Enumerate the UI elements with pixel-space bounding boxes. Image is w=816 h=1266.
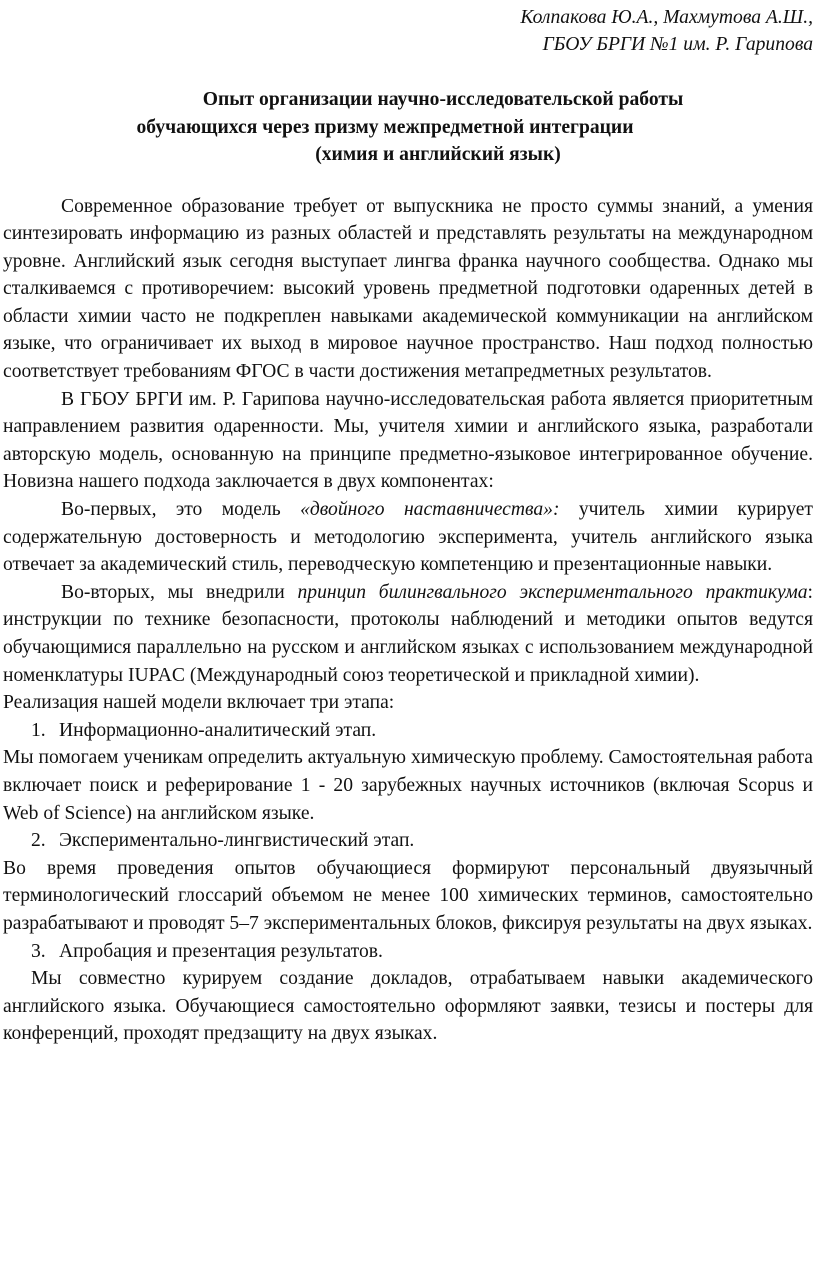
second-component-end: : инструкции по технике безопасности, протоколы наблюдений и методики опытов ведутся обучающимися параллельно на русском и английском языках с использованием международной номенклатуры IUPAC (Международный союз теоретической и прикладной химии). xyxy=(3,581,813,686)
stage-3-number: 3. xyxy=(31,940,46,962)
authors-block xyxy=(3,4,813,58)
document-title xyxy=(3,86,813,169)
first-component-end: учитель химии курирует содержательную достоверность и методологию эксперимента, учитель английского языка отвечает за академический стиль, переводческую компетенцию и презентационные навыки. xyxy=(3,499,813,576)
stage-1-heading xyxy=(3,717,813,745)
stage-3-title: Апробация и презентация результатов. xyxy=(59,940,383,962)
first-component-term: «двойного наставничества»: xyxy=(300,499,560,521)
first-component-start: Во-первых, это модель xyxy=(61,499,301,521)
paragraph-stages-intro: Реализация нашей модели включает три этапа: xyxy=(3,692,395,714)
authors-school: ГБОУ БРГИ №1 им. Р. Гарипова xyxy=(542,34,813,55)
paragraph-intro: Современное образование требует от выпускника не просто суммы знаний, а умения синтезировать информацию из разных областей и представлять результаты на международном уровне. Английский язык сегодня выступает лингва франка научного сообщества. Однако мы сталкиваемся с противоречием: высокий уровень предметной подготовки одаренных детей в области химии часто не подкреплен навыками академической коммуникации на английском языке, что ограничивает их выход в мировое научное пространство. Наш подход полностью соответствует требованиям ФГОС в части достижения метапредметных результатов. xyxy=(3,195,813,383)
stage-3-heading xyxy=(3,938,813,966)
stage-1-title: Информационно-аналитический этап. xyxy=(59,719,377,741)
document-body xyxy=(3,193,813,1048)
stage-2-number: 2. xyxy=(31,830,46,852)
paragraph-second-component xyxy=(3,579,813,689)
stage-2-text: Во время проведения опытов обучающиеся формируют персональный двуязычный терминологический глоссарий объемом не менее 100 химических терминов, самостоятельно разрабатывают и проводят 5–7 экспериментальных блоков, фиксируя результаты на двух языках. xyxy=(3,857,813,934)
title-line-2: обучающихся через призму межпредметной интеграции xyxy=(136,116,634,138)
stage-1-text: Мы помогаем ученикам определить актуальную химическую проблему. Самостоятельная работа включает поиск и реферирование 1 - 20 зарубежных научных источников (включая Scopus и Web of Science) на английском языке. xyxy=(3,747,813,824)
stage-2-heading xyxy=(3,827,813,855)
title-line-3: (химия и английский язык) xyxy=(315,144,561,165)
stage-1-number: 1. xyxy=(31,719,46,741)
second-component-term: принцип билингвального экспериментального практикума xyxy=(297,581,808,603)
paragraph-model: В ГБОУ БРГИ им. Р. Гарипова научно-исследовательская работа является приоритетным направлением развития одаренности. Мы, учителя химии и английского языка, разработали авторскую модель, основанную на принципе предметно-языковое интегрированное обучение. Новизна нашего подхода заключается в двух компонентах: xyxy=(3,388,813,493)
stage-3-text: Мы совместно курируем создание докладов, отрабатываем навыки академического английского языка. Обучающиеся самостоятельно оформляют заявки, тезисы и постеры для конференций, проходят предзащиту на двух языках. xyxy=(3,968,813,1045)
paragraph-first-component xyxy=(3,496,813,579)
title-line-1: Опыт организации научно-исследовательской работы xyxy=(202,89,684,110)
second-component-start: Во-вторых, мы внедрили xyxy=(61,581,298,603)
stage-2-title: Экспериментально-лингвистический этап. xyxy=(59,830,415,852)
authors-names: Колпакова Ю.А., Махмутова А.Ш., xyxy=(520,7,813,28)
